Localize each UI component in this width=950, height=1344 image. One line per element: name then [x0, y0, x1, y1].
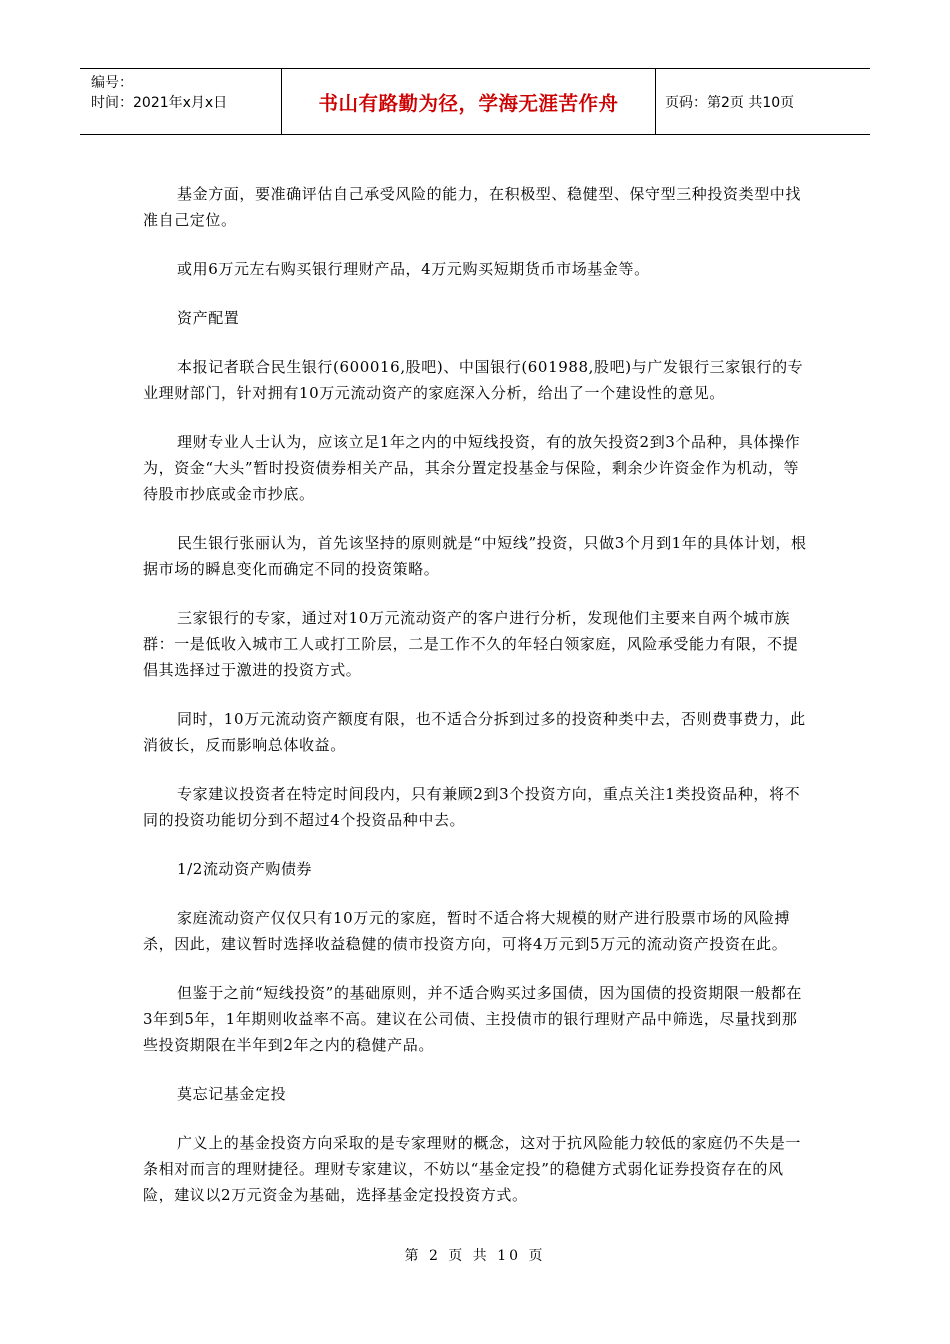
page-header [80, 68, 870, 135]
section-heading: 1/2流动资产购债券 [177, 860, 313, 878]
code-label: 编号： [91, 75, 133, 91]
header-page-info: 页码：第2页 共10页 [665, 94, 795, 111]
paragraph: 但鉴于之前“短线投资”的基础原则，并不适合购买过多国债，因为国债的投资期限一般都在3年到5年，1年期则收益率不高。建议在公司债、主投债市的银行理财产品中筛选，尽量找到那些投资期限在半年到2年之内的稳健产品。 [143, 984, 802, 1054]
paragraph: 同时，10万元流动资产额度有限，也不适合分拆到过多的投资种类中去，否则费事费力，此消彼长，反而影响总体收益。 [143, 710, 806, 754]
section-heading: 资产配置 [177, 309, 240, 327]
paragraph: 专家建议投资者在特定时间段内，只有兼顾2到3个投资方向，重点关注1类投资品种，将不同的投资功能切分到不超过4个投资品种中去。 [143, 785, 801, 829]
paragraph: 本报记者联合民生银行(600016,股吧)、中国银行(601988,股吧)与广发银行三家银行的专业理财部门，针对拥有10万元流动资产的家庭深入分析，给出了一个建设性的意见。 [143, 358, 804, 402]
time-label: 时间：2021年x月x日 [91, 95, 228, 111]
paragraph: 三家银行的专家，通过对10万元流动资产的客户进行分析，发现他们主要来自两个城市族群：一是低收入城市工人或打工阶层，二是工作不久的年轻白领家庭，风险承受能力有限，不提倡其选择过于激进的投资方式。 [143, 609, 799, 679]
section-heading: 莫忘记基金定投 [177, 1085, 287, 1103]
paragraph: 理财专业人士认为，应该立足1年之内的中短线投资，有的放矢投资2到3个品种，具体操作为，资金“大头”暂时投资债券相关产品，其余分置定投基金与保险，剩余少许资金作为机动，等待股市抄底或金市抄底。 [143, 433, 801, 503]
paragraph: 家庭流动资产仅仅只有10万元的家庭，暂时不适合将大规模的财产进行股票市场的风险搏杀，因此，建议暂时选择收益稳健的债市投资方向，可将4万元到5万元的流动资产投资在此。 [143, 909, 791, 953]
paragraph: 广义上的基金投资方向采取的是专家理财的概念，这对于抗风险能力较低的家庭仍不失是一条相对而言的理财捷径。理财专家建议，不妨以“基金定投”的稳健方式弱化证券投资存在的风险，建议以2万元资金为基础，选择基金定投投资方式。 [143, 1134, 802, 1204]
page-footer: 第 2 页 共 10 页 [404, 1248, 546, 1264]
paragraph: 民生银行张丽认为，首先该坚持的原则就是“中短线”投资，只做3个月到1年的具体计划，根据市场的瞬息变化而确定不同的投资策略。 [143, 534, 807, 578]
document-body [143, 181, 809, 1231]
header-meta [80, 69, 282, 134]
paragraph: 基金方面，要准确评估自己承受风险的能力，在积极型、稳健型、保守型三种投资类型中找准自己定位。 [143, 185, 802, 229]
header-motto: 书山有路勤为径，学海无涯苦作舟 [282, 69, 656, 134]
paragraph: 或用6万元左右购买银行理财产品，4万元购买短期货币市场基金等。 [177, 260, 650, 278]
